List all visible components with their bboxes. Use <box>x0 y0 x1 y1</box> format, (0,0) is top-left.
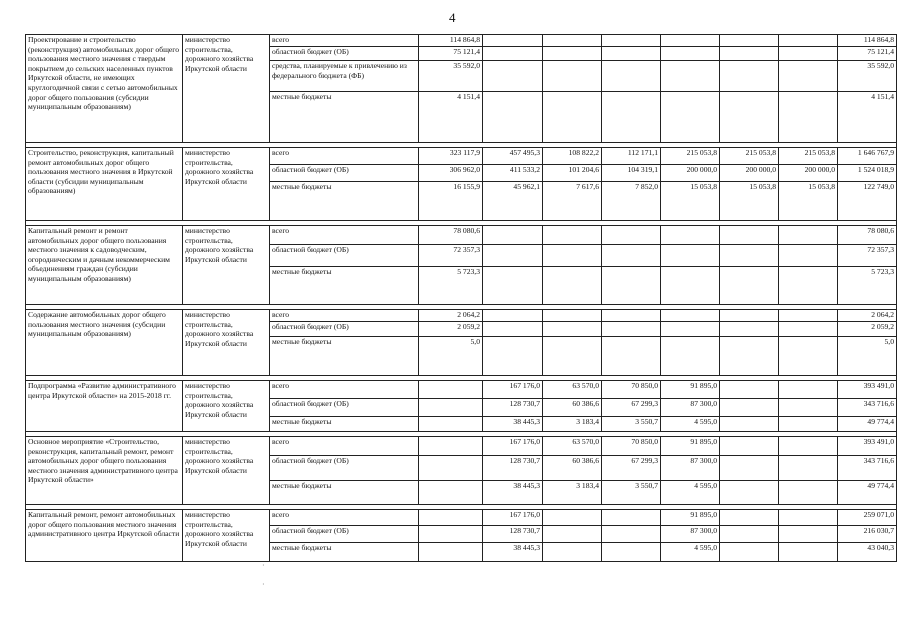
year-value-cell <box>779 322 838 337</box>
funding-source-cell: местные бюджеты <box>270 337 419 376</box>
year-value-cell: 411 533,2 <box>483 165 543 182</box>
year-value-cell <box>543 226 602 245</box>
year-value-cell: 75 121,4 <box>419 47 483 61</box>
year-value-cell <box>720 510 779 526</box>
year-value-cell <box>720 481 779 505</box>
executor-cell: министерство строительства, дорожного хозяйства Иркутской области <box>183 148 270 221</box>
funding-source-cell: областной бюджет (ОБ) <box>270 526 419 543</box>
year-value-cell <box>661 322 720 337</box>
year-value-cell <box>483 61 543 92</box>
year-value-cell <box>779 61 838 92</box>
year-value-cell <box>602 226 661 245</box>
year-value-cell <box>779 267 838 305</box>
year-value-cell <box>720 267 779 305</box>
year-value-cell <box>661 226 720 245</box>
year-value-cell: 60 386,6 <box>543 456 602 481</box>
year-value-cell <box>602 267 661 305</box>
executor-cell: министерство строительства, дорожного хозяйства Иркутской области <box>183 381 270 432</box>
total-value-cell: 114 864,8 <box>838 35 897 47</box>
year-value-cell: 128 730,7 <box>483 456 543 481</box>
year-value-cell <box>543 47 602 61</box>
year-value-cell: 112 171,1 <box>602 148 661 165</box>
year-value-cell <box>543 337 602 376</box>
year-value-cell <box>661 337 720 376</box>
year-value-cell <box>661 92 720 143</box>
total-value-cell: 216 030,7 <box>838 526 897 543</box>
year-value-cell <box>661 35 720 47</box>
event-name-cell: Капитальный ремонт, ремонт автомобильных дорог общего пользования местного значения административного центра Иркутской области <box>26 510 183 562</box>
year-value-cell: 35 592,0 <box>419 61 483 92</box>
year-value-cell <box>779 399 838 417</box>
total-value-cell: 49 774,4 <box>838 417 897 432</box>
year-value-cell <box>543 267 602 305</box>
year-value-cell: 215 053,8 <box>720 148 779 165</box>
year-value-cell: 200 000,0 <box>661 165 720 182</box>
year-value-cell <box>543 526 602 543</box>
funding-source-cell: областной бюджет (ОБ) <box>270 399 419 417</box>
year-value-cell: 38 445,3 <box>483 481 543 505</box>
year-value-cell: 167 176,0 <box>483 510 543 526</box>
budget-table <box>25 34 897 562</box>
year-value-cell: 306 962,0 <box>419 165 483 182</box>
table-row <box>26 381 897 399</box>
year-value-cell: 67 299,3 <box>602 399 661 417</box>
funding-source-cell: местные бюджеты <box>270 267 419 305</box>
total-value-cell: 49 774,4 <box>838 481 897 505</box>
year-value-cell <box>543 510 602 526</box>
total-value-cell: 5 723,3 <box>838 267 897 305</box>
year-value-cell <box>602 310 661 322</box>
year-value-cell <box>779 337 838 376</box>
year-value-cell: 5,0 <box>419 337 483 376</box>
year-value-cell: 215 053,8 <box>779 148 838 165</box>
year-value-cell: 114 864,8 <box>419 35 483 47</box>
year-value-cell <box>720 310 779 322</box>
scan-artifact: · <box>262 580 265 589</box>
executor-cell: министерство строительства, дорожного хозяйства Иркутской области <box>183 437 270 505</box>
funding-source-cell: местные бюджеты <box>270 543 419 562</box>
year-value-cell <box>779 226 838 245</box>
funding-source-cell: средства, планируемые к привлечению из федерального бюджета (ФБ) <box>270 61 419 92</box>
table-row <box>26 310 897 322</box>
funding-source-cell: всего <box>270 510 419 526</box>
funding-source-cell: местные бюджеты <box>270 182 419 221</box>
year-value-cell: 2 064,2 <box>419 310 483 322</box>
year-value-cell: 60 386,6 <box>543 399 602 417</box>
year-value-cell <box>779 35 838 47</box>
year-value-cell <box>779 456 838 481</box>
year-value-cell <box>779 437 838 456</box>
year-value-cell <box>720 226 779 245</box>
total-value-cell: 259 071,0 <box>838 510 897 526</box>
year-value-cell <box>720 381 779 399</box>
year-value-cell <box>720 399 779 417</box>
year-value-cell <box>419 481 483 505</box>
total-value-cell: 122 749,0 <box>838 182 897 221</box>
year-value-cell <box>720 92 779 143</box>
year-value-cell: 91 895,0 <box>661 381 720 399</box>
year-value-cell: 3 550,7 <box>602 481 661 505</box>
year-value-cell <box>779 310 838 322</box>
year-value-cell: 91 895,0 <box>661 437 720 456</box>
funding-source-cell: местные бюджеты <box>270 92 419 143</box>
year-value-cell <box>543 245 602 267</box>
total-value-cell: 393 491,0 <box>838 437 897 456</box>
table-row <box>26 437 897 456</box>
year-value-cell <box>602 337 661 376</box>
year-value-cell <box>661 47 720 61</box>
year-value-cell <box>483 92 543 143</box>
year-value-cell <box>720 337 779 376</box>
year-value-cell: 7 617,6 <box>543 182 602 221</box>
year-value-cell: 16 155,9 <box>419 182 483 221</box>
event-name-cell: Содержание автомобильных дорог общего пользования местного значения (субсидии муниципальным образованиям) <box>26 310 183 376</box>
event-name-cell: Капитальный ремонт и ремонт автомобильных дорог общего пользования местного значения к садоводческим, огородническим и дачным некоммерческим объединениям граждан (субсидии муниципальным образованиям) <box>26 226 183 305</box>
year-value-cell <box>419 399 483 417</box>
year-value-cell <box>779 526 838 543</box>
year-value-cell <box>419 456 483 481</box>
year-value-cell: 128 730,7 <box>483 526 543 543</box>
year-value-cell <box>602 61 661 92</box>
year-value-cell: 108 822,2 <box>543 148 602 165</box>
year-value-cell <box>483 310 543 322</box>
year-value-cell <box>779 543 838 562</box>
year-value-cell <box>602 47 661 61</box>
year-value-cell <box>602 510 661 526</box>
year-value-cell <box>483 47 543 61</box>
year-value-cell <box>419 526 483 543</box>
year-value-cell <box>779 92 838 143</box>
year-value-cell <box>419 437 483 456</box>
year-value-cell <box>661 310 720 322</box>
year-value-cell <box>543 543 602 562</box>
year-value-cell: 104 319,1 <box>602 165 661 182</box>
total-value-cell: 343 716,6 <box>838 399 897 417</box>
year-value-cell: 70 850,0 <box>602 381 661 399</box>
year-value-cell: 200 000,0 <box>779 165 838 182</box>
year-value-cell: 38 445,3 <box>483 417 543 432</box>
total-value-cell: 35 592,0 <box>838 61 897 92</box>
year-value-cell <box>483 322 543 337</box>
year-value-cell: 323 117,9 <box>419 148 483 165</box>
scan-artifact: · <box>262 561 265 570</box>
year-value-cell <box>720 437 779 456</box>
year-value-cell <box>543 322 602 337</box>
table-row <box>26 35 897 47</box>
year-value-cell: 38 445,3 <box>483 543 543 562</box>
total-value-cell: 78 080,6 <box>838 226 897 245</box>
year-value-cell <box>779 510 838 526</box>
year-value-cell: 70 850,0 <box>602 437 661 456</box>
funding-source-cell: всего <box>270 226 419 245</box>
year-value-cell <box>602 543 661 562</box>
year-value-cell <box>419 510 483 526</box>
year-value-cell <box>720 322 779 337</box>
event-name-cell: Строительство, реконструкция, капитальный ремонт автомобильных дорог общего пользования местного значения в Иркутской области (субсидии муниципальным образованиям) <box>26 148 183 221</box>
year-value-cell <box>419 543 483 562</box>
total-value-cell: 2 064,2 <box>838 310 897 322</box>
executor-cell: министерство строительства, дорожного хозяйства Иркутской области <box>183 310 270 376</box>
total-value-cell: 2 059,2 <box>838 322 897 337</box>
total-value-cell: 1 646 767,9 <box>838 148 897 165</box>
year-value-cell: 15 053,8 <box>720 182 779 221</box>
year-value-cell: 72 357,3 <box>419 245 483 267</box>
year-value-cell <box>779 47 838 61</box>
year-value-cell <box>720 61 779 92</box>
year-value-cell: 45 962,1 <box>483 182 543 221</box>
year-value-cell <box>543 310 602 322</box>
year-value-cell <box>661 61 720 92</box>
funding-source-cell: областной бюджет (ОБ) <box>270 456 419 481</box>
year-value-cell <box>720 245 779 267</box>
year-value-cell: 4 595,0 <box>661 543 720 562</box>
year-value-cell: 63 570,0 <box>543 381 602 399</box>
total-value-cell: 393 491,0 <box>838 381 897 399</box>
year-value-cell: 101 204,6 <box>543 165 602 182</box>
year-value-cell: 87 300,0 <box>661 456 720 481</box>
year-value-cell <box>602 322 661 337</box>
year-value-cell: 15 053,8 <box>661 182 720 221</box>
year-value-cell <box>779 481 838 505</box>
year-value-cell: 87 300,0 <box>661 399 720 417</box>
year-value-cell <box>720 35 779 47</box>
funding-source-cell: всего <box>270 310 419 322</box>
total-value-cell: 1 524 018,9 <box>838 165 897 182</box>
year-value-cell <box>419 417 483 432</box>
year-value-cell: 78 080,6 <box>419 226 483 245</box>
year-value-cell: 215 053,8 <box>661 148 720 165</box>
funding-source-cell: областной бюджет (ОБ) <box>270 245 419 267</box>
year-value-cell: 4 595,0 <box>661 481 720 505</box>
year-value-cell <box>419 381 483 399</box>
year-value-cell: 167 176,0 <box>483 437 543 456</box>
event-name-cell: Подпрограмма «Развитие административного центра Иркутской области» на 2015-2018 гг. <box>26 381 183 432</box>
year-value-cell: 7 852,0 <box>602 182 661 221</box>
total-value-cell: 43 040,3 <box>838 543 897 562</box>
event-name-cell: Проектирование и строительство (реконструкция) автомобильных дорог общего пользования местного значения с твердым покрытием до сельских населенных пунктов Иркутской области, не имеющих круглогодичной связи с сетью автомобильных дорог общего пользования (субсидии муниципальным образованиям) <box>26 35 183 143</box>
year-value-cell: 87 300,0 <box>661 526 720 543</box>
year-value-cell <box>720 47 779 61</box>
total-value-cell: 343 716,6 <box>838 456 897 481</box>
year-value-cell <box>602 245 661 267</box>
year-value-cell <box>483 245 543 267</box>
year-value-cell: 200 000,0 <box>720 165 779 182</box>
total-value-cell: 5,0 <box>838 337 897 376</box>
year-value-cell: 457 495,3 <box>483 148 543 165</box>
year-value-cell <box>602 92 661 143</box>
year-value-cell: 128 730,7 <box>483 399 543 417</box>
funding-source-cell: областной бюджет (ОБ) <box>270 165 419 182</box>
year-value-cell: 67 299,3 <box>602 456 661 481</box>
year-value-cell <box>720 526 779 543</box>
year-value-cell <box>543 61 602 92</box>
funding-source-cell: местные бюджеты <box>270 417 419 432</box>
year-value-cell: 167 176,0 <box>483 381 543 399</box>
year-value-cell <box>602 526 661 543</box>
funding-source-cell: областной бюджет (ОБ) <box>270 47 419 61</box>
executor-cell: министерство строительства, дорожного хозяйства Иркутской области <box>183 510 270 562</box>
year-value-cell <box>483 267 543 305</box>
total-value-cell: 72 357,3 <box>838 245 897 267</box>
table-row <box>26 226 897 245</box>
year-value-cell: 63 570,0 <box>543 437 602 456</box>
total-value-cell: 75 121,4 <box>838 47 897 61</box>
year-value-cell: 3 183,4 <box>543 481 602 505</box>
page-number: 4 <box>449 10 456 25</box>
year-value-cell: 4 151,4 <box>419 92 483 143</box>
year-value-cell <box>602 35 661 47</box>
year-value-cell: 5 723,3 <box>419 267 483 305</box>
table-row <box>26 148 897 165</box>
funding-source-cell: местные бюджеты <box>270 481 419 505</box>
funding-source-cell: всего <box>270 35 419 47</box>
executor-cell: министерство строительства, дорожного хозяйства Иркутской области <box>183 226 270 305</box>
table-row <box>26 510 897 526</box>
year-value-cell <box>779 245 838 267</box>
year-value-cell <box>720 543 779 562</box>
year-value-cell: 2 059,2 <box>419 322 483 337</box>
year-value-cell: 4 595,0 <box>661 417 720 432</box>
year-value-cell: 3 183,4 <box>543 417 602 432</box>
year-value-cell <box>720 417 779 432</box>
year-value-cell <box>483 226 543 245</box>
event-name-cell: Основное мероприятие «Строительство, реконструкция, капитальный ремонт, ремонт автомобильных дорог общего пользования местного значения административного центра Иркутской области» <box>26 437 183 505</box>
year-value-cell <box>543 92 602 143</box>
funding-source-cell: всего <box>270 148 419 165</box>
funding-source-cell: областной бюджет (ОБ) <box>270 322 419 337</box>
year-value-cell <box>779 417 838 432</box>
year-value-cell <box>661 267 720 305</box>
year-value-cell <box>779 381 838 399</box>
year-value-cell: 15 053,8 <box>779 182 838 221</box>
funding-source-cell: всего <box>270 381 419 399</box>
year-value-cell <box>543 35 602 47</box>
year-value-cell <box>720 456 779 481</box>
executor-cell: министерство строительства, дорожного хозяйства Иркутской области <box>183 35 270 143</box>
year-value-cell: 3 550,7 <box>602 417 661 432</box>
year-value-cell: 91 895,0 <box>661 510 720 526</box>
year-value-cell <box>483 337 543 376</box>
year-value-cell <box>661 245 720 267</box>
funding-source-cell: всего <box>270 437 419 456</box>
total-value-cell: 4 151,4 <box>838 92 897 143</box>
year-value-cell <box>483 35 543 47</box>
